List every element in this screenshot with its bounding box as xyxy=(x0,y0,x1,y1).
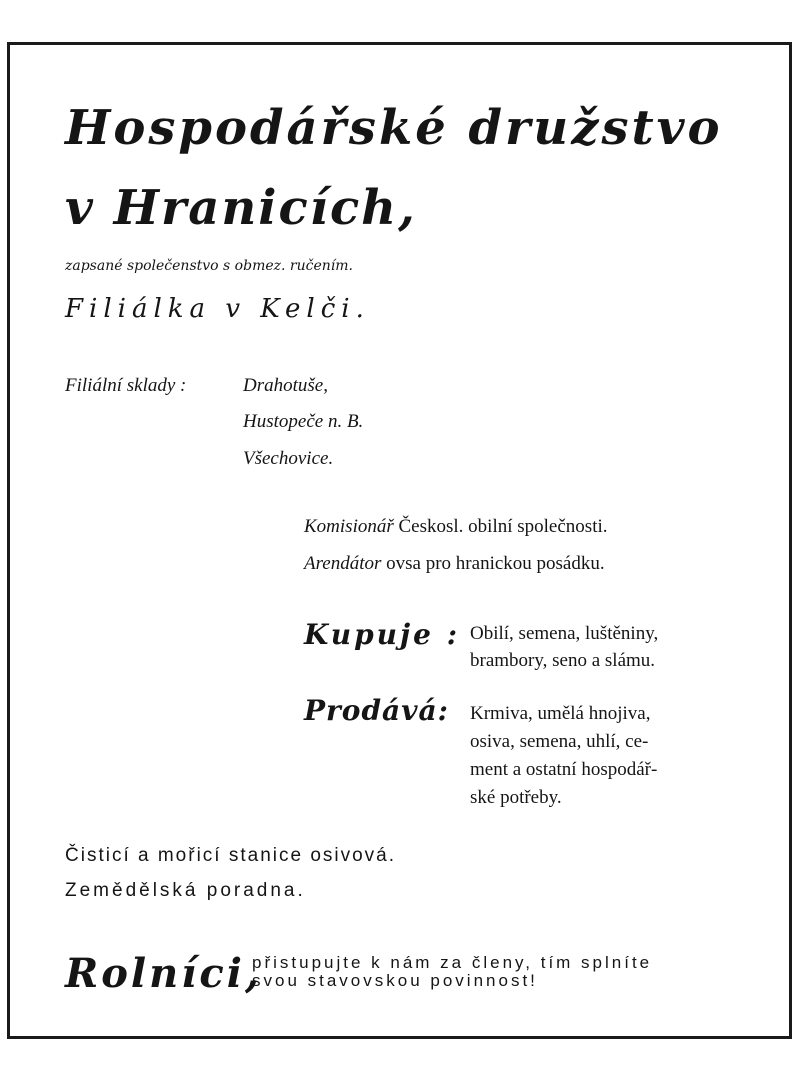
sells-label: Prodává: xyxy=(304,694,449,727)
appeal-line: přistupujte k nám za členy, tím splníte xyxy=(252,953,653,972)
buys-line: brambory, seno a slámu. xyxy=(470,650,656,671)
sells-line: ské potřeby. xyxy=(470,787,562,808)
sells-line: Krmiva, umělá hnojiva, xyxy=(470,703,651,724)
branch-heading: Filiálka v Kelči. xyxy=(65,294,370,324)
tenant-line xyxy=(304,553,605,575)
buys-line: Obilí, semena, luštěniny, xyxy=(470,623,659,644)
seed-cleaning-station: Čisticí a mořicí stanice osivová. xyxy=(65,845,397,866)
commission-text: Českosl. obilní společnosti. xyxy=(398,516,608,537)
commission-agent-line xyxy=(304,516,608,538)
warehouses-label: Filiální sklady : xyxy=(65,375,187,396)
agricultural-advisory: Zemědělská poradna. xyxy=(65,880,306,901)
sells-line: ment a ostatní hospodář- xyxy=(470,759,658,780)
legal-form-subtitle: zapsané společenstvo s obmez. ručením. xyxy=(65,258,353,274)
appeal-line: svou stavovskou povinnost! xyxy=(252,971,538,990)
tenant-text: ovsa pro hranickou posádku. xyxy=(386,553,605,574)
warehouse-item: Hustopeče n. B. xyxy=(243,411,364,432)
warehouse-item: Drahotuše, xyxy=(243,375,328,396)
buys-label: Kupuje : xyxy=(304,618,461,651)
warehouse-item: Všechovice. xyxy=(243,448,334,469)
cooperative-title: Hospodářské družstvo xyxy=(65,100,723,156)
commission-label: Komisionář xyxy=(304,516,394,537)
tenant-label: Arendátor xyxy=(304,553,382,574)
cooperative-location: v Hranicích, xyxy=(65,180,417,236)
sells-line: osiva, semena, uhlí, ce- xyxy=(470,731,649,752)
appeal-heading: Rolníci, xyxy=(65,950,262,997)
